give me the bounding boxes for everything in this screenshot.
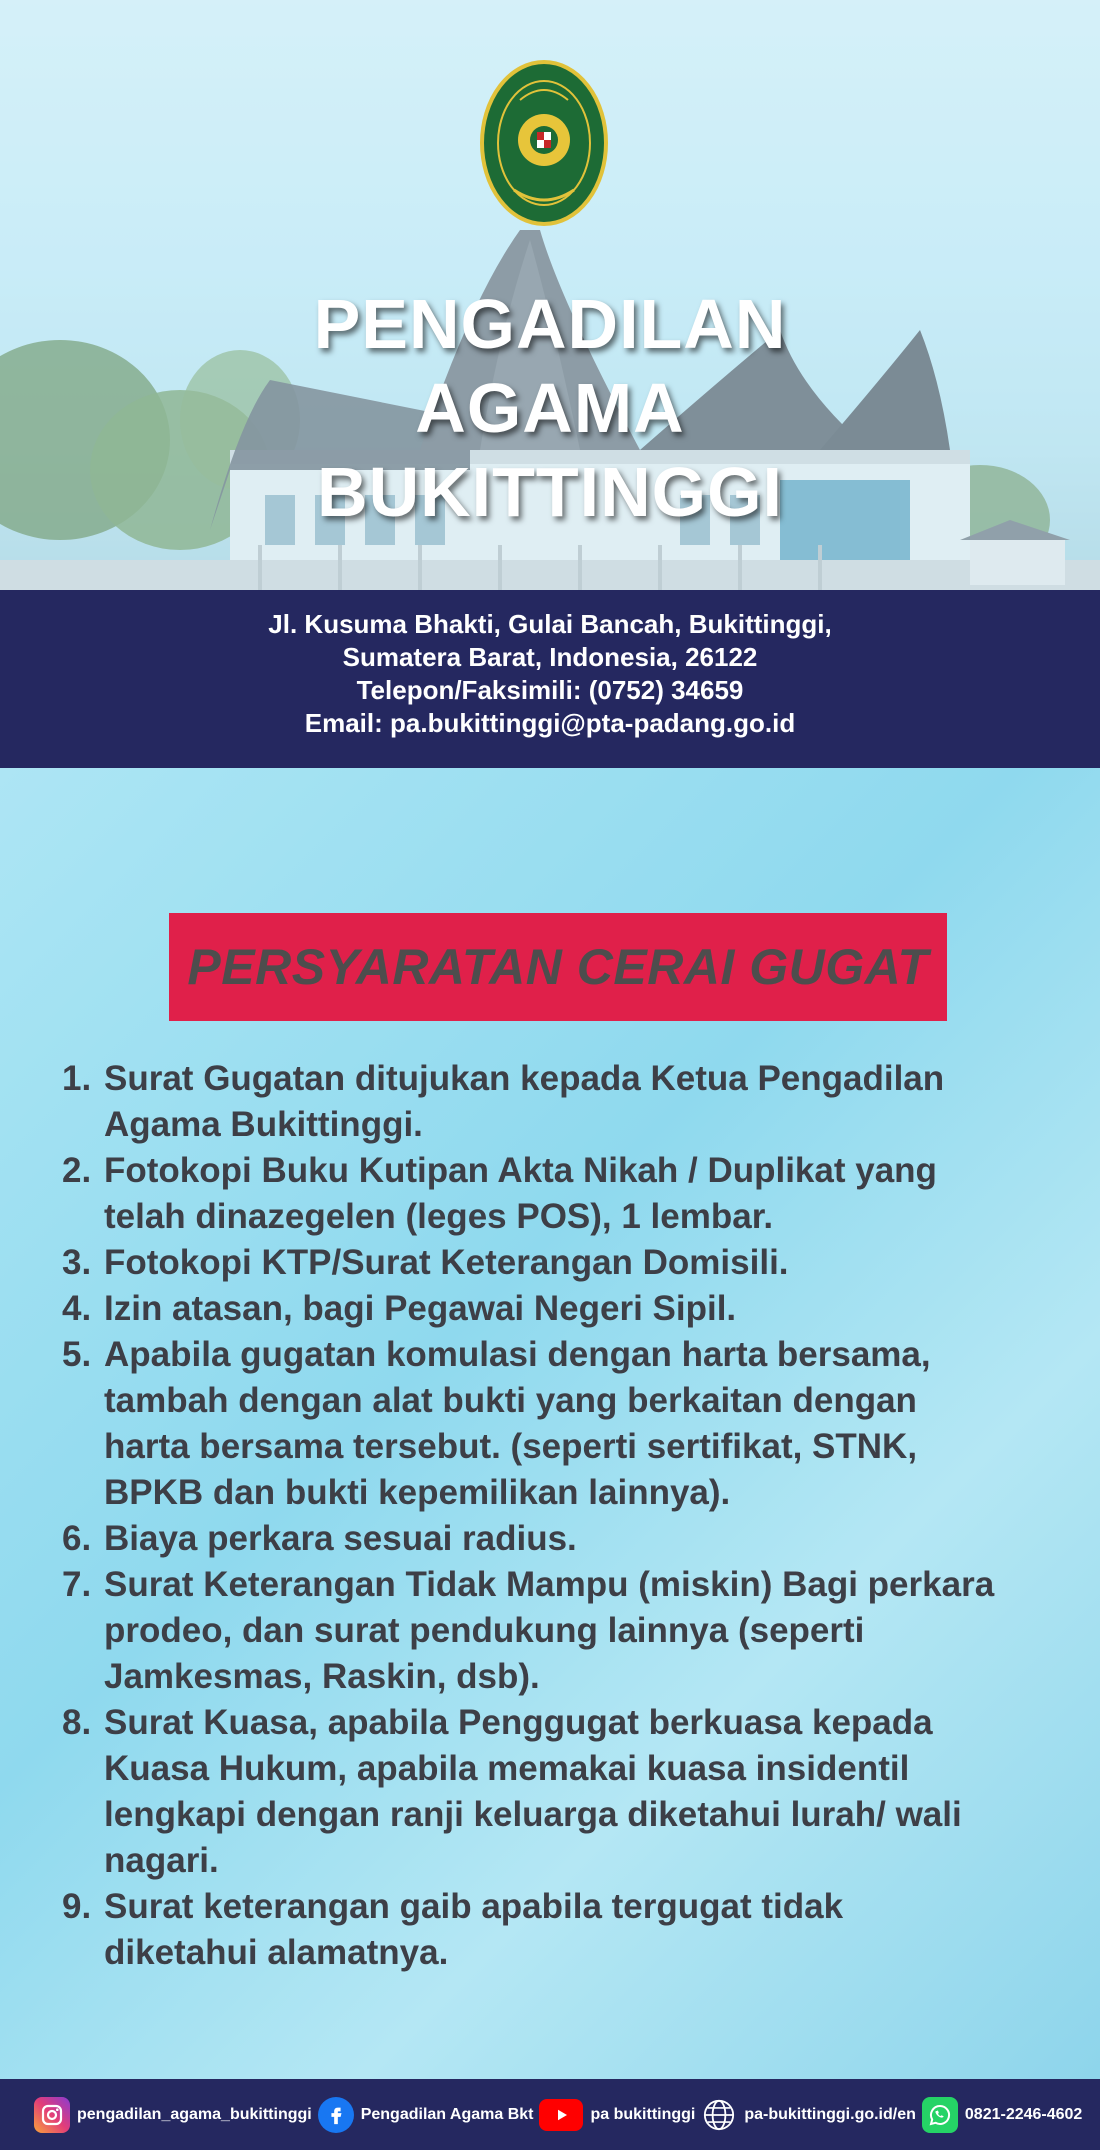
item-number: 2.	[62, 1151, 92, 1190]
list-item	[62, 1056, 1092, 1148]
whatsapp-icon	[922, 2097, 958, 2133]
requirements-title-banner	[169, 913, 947, 1021]
address-line-1: Jl. Kusuma Bhakti, Gulai Bancah, Bukittinggi,	[268, 609, 832, 639]
instagram-handle: pengadilan_agama_bukittinggi	[77, 2105, 312, 2123]
item-text: Surat Gugatan ditujukan kepada Ketua Pengadilan Agama Bukittinggi.	[104, 1059, 945, 1144]
facebook-name: Pengadilan Agama Bkt	[360, 2105, 534, 2123]
address-band	[0, 590, 1100, 768]
whatsapp-link[interactable]	[922, 2097, 1082, 2133]
item-number: 6.	[62, 1519, 92, 1558]
item-number: 8.	[62, 1703, 92, 1742]
email-text: Email: pa.bukittinggi@pta-padang.go.id	[304, 708, 796, 738]
item-text: Izin atasan, bagi Pegawai Negeri Sipil.	[104, 1289, 737, 1328]
globe-icon	[701, 2097, 737, 2133]
title-line: AGAMA	[415, 369, 685, 447]
list-item	[62, 1148, 1092, 1240]
item-number: 7.	[62, 1565, 92, 1604]
whatsapp-number: 0821-2246-4602	[964, 2105, 1083, 2123]
item-text: Fotokopi Buku Kutipan Akta Nikah / Duplikat yang telah dinazegelen (leges POS), 1 lembar.	[104, 1151, 937, 1236]
website-url: pa-bukittinggi.go.id/en	[744, 2105, 916, 2123]
item-number: 5.	[62, 1335, 92, 1374]
list-item	[62, 1332, 1092, 1516]
list-item	[62, 1286, 1092, 1332]
instagram-link[interactable]	[34, 2097, 312, 2133]
item-number: 9.	[62, 1887, 92, 1926]
facebook-link[interactable]	[318, 2097, 534, 2133]
title-line: PENGADILAN	[313, 285, 787, 363]
item-text: Surat Keterangan Tidak Mampu (miskin) Bagi perkara prodeo, dan surat pendukung lainnya (seperti Jamkesmas, Raskin, dsb).	[104, 1565, 995, 1696]
youtube-icon	[539, 2099, 583, 2131]
website-link[interactable]	[701, 2097, 916, 2133]
requirements-title: PERSYARATAN CERAI GUGAT	[187, 939, 929, 995]
item-number: 3.	[62, 1243, 92, 1282]
page-title	[0, 282, 1100, 534]
requirements-list	[62, 1056, 1092, 1976]
list-item	[62, 1240, 1092, 1286]
court-emblem-icon	[480, 60, 608, 226]
hero-banner	[0, 0, 1100, 590]
youtube-name: pa bukittinggi	[590, 2105, 696, 2123]
list-item	[62, 1700, 1092, 1884]
footer-contacts	[0, 2079, 1100, 2150]
title-line: BUKITTINGGI	[317, 453, 783, 531]
item-number: 4.	[62, 1289, 92, 1328]
list-item	[62, 1562, 1092, 1700]
address-line-2: Sumatera Barat, Indonesia, 26122	[342, 642, 758, 672]
list-item	[62, 1516, 1092, 1562]
youtube-link[interactable]	[539, 2099, 695, 2131]
item-text: Surat keterangan gaib apabila tergugat tidak diketahui alamatnya.	[104, 1887, 844, 1972]
item-number: 1.	[62, 1059, 92, 1098]
phone-text: Telepon/Faksimili: (0752) 34659	[356, 675, 744, 705]
item-text: Apabila gugatan komulasi dengan harta bersama, tambah dengan alat bukti yang berkaitan dengan harta bersama tersebut. (seperti sertifikat, STNK, BPKB dan bukti kepemilikan lainnya).	[104, 1335, 931, 1512]
item-text: Biaya perkara sesuai radius.	[104, 1519, 577, 1558]
item-text: Surat Kuasa, apabila Penggugat berkuasa kepada Kuasa Hukum, apabila memakai kuasa insidentil lengkapi dengan ranji keluarga diketahui lurah/ wali nagari.	[104, 1703, 962, 1880]
list-item	[62, 1884, 1092, 1976]
facebook-icon	[318, 2097, 354, 2133]
item-text: Fotokopi KTP/Surat Keterangan Domisili.	[104, 1243, 789, 1282]
instagram-icon	[34, 2097, 70, 2133]
